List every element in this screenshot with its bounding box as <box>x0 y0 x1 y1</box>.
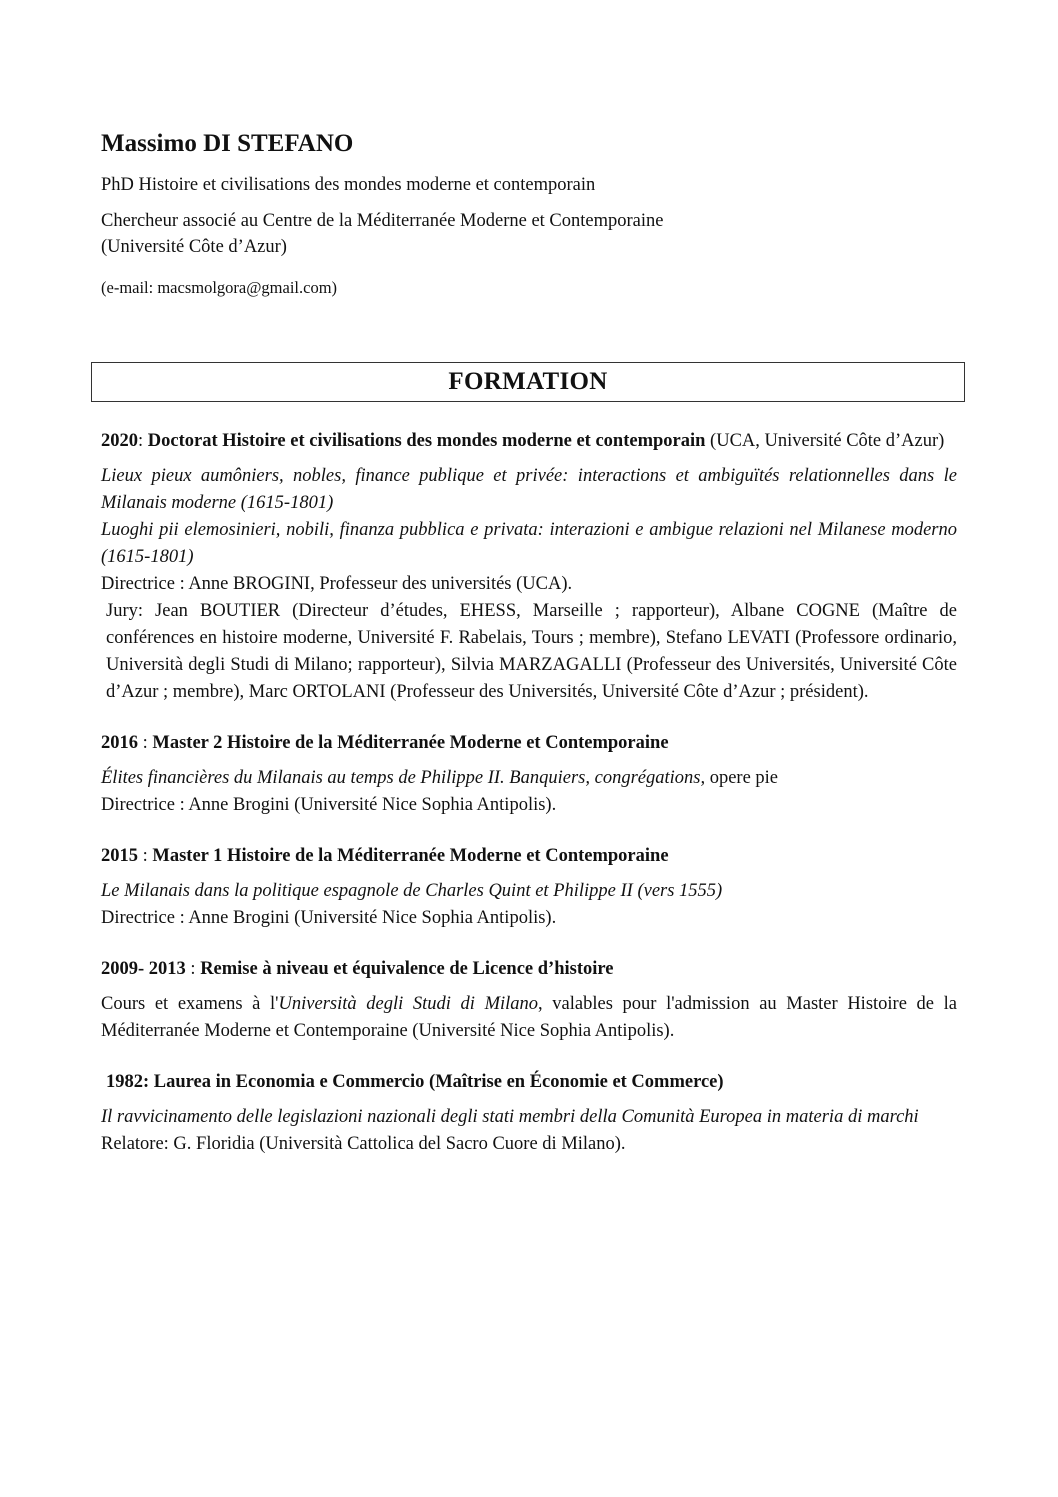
entry-separator: : <box>185 959 201 979</box>
entry-separator: : <box>138 846 153 866</box>
thesis-relatore: Relatore: G. Floridia (Università Cattolica del Sacro Cuore di Milano). <box>101 1134 626 1154</box>
affiliation-line-1: Chercheur associé au Centre de la Méditerranée Moderne et Contemporaine <box>101 211 664 231</box>
person-name: Massimo DI STEFANO <box>101 130 354 157</box>
entry-2020 <box>101 428 957 706</box>
entry-degree: Doctorat Histoire et civilisations des mondes moderne et contemporain <box>147 431 706 451</box>
section-heading-box <box>91 362 965 402</box>
entry-2009-2013 <box>101 956 957 1045</box>
entry-degree: Remise à niveau et équivalence de Licence d’histoire <box>200 959 614 979</box>
entry-heading <box>101 843 957 870</box>
description-post: , valables pour l'admission au Master Histoire de la Méditerranée Moderne et Contemporaine (Université Nice Sophia Antipolis). <box>101 994 957 1041</box>
affiliation-line-2: (Université Côte d’Azur) <box>101 237 287 257</box>
entry-heading <box>101 428 957 455</box>
formation-list <box>101 428 957 1174</box>
thesis-jury: Jury: Jean BOUTIER (Directeur d’études, EHESS, Marseille ; rapporteur), Albane COGNE (Maître de conférences en histoire moderne, Université F. Rabelais, Tours ; membre), Stefano LEVATI (Professore ordinario, Università degli Studi di Milano; rapporteur), Silvia MARZAGALLI (Professeur des Universités, Université Côte d’Azur ; membre), Marc ORTOLANI (Professeur des Universités, Université Côte d’Azur ; président). <box>106 601 957 702</box>
section-title: FORMATION <box>448 368 608 395</box>
description-pre: Cours et examens à l' <box>101 994 279 1014</box>
thesis-director: Directrice : Anne Brogini (Université Nice Sophia Antipolis). <box>101 795 557 815</box>
entry-2016 <box>101 730 957 819</box>
entry-2015 <box>101 843 957 932</box>
entry-year: 2015 <box>101 846 138 866</box>
entry-description <box>101 991 957 1045</box>
thesis-title: Le Milanais dans la politique espagnole de Charles Quint et Philippe II (vers 1555) <box>101 881 723 901</box>
entry-separator: : <box>138 733 153 753</box>
entry-institution: (UCA, Université Côte d’Azur) <box>705 431 945 451</box>
entry-heading-text: 1982: Laurea in Economia e Commercio (Maîtrise en Économie et Commerce) <box>106 1072 724 1092</box>
entry-year: 2016 <box>101 733 138 753</box>
entry-year: 2009- 2013 <box>101 959 186 979</box>
entry-year: 2020 <box>101 431 138 451</box>
person-title: PhD Histoire et civilisations des mondes moderne et contemporain <box>101 175 596 195</box>
thesis-title-it: Luoghi pii elemosinieri, nobili, finanza pubblica e privata: interazioni e ambigue relazioni nel Milanese moderno (1615-1801) <box>101 520 957 567</box>
thesis-title <box>101 765 957 792</box>
thesis-title-fr: Lieux pieux aumôniers, nobles, finance publique et privée: interactions et ambiguïtés relationnelles dans le Milanais moderne (1615-1801) <box>101 466 957 513</box>
thesis-title-rest: opere pie <box>705 768 779 788</box>
thesis-title: Il ravvicinamento delle legislazioni nazionali degli stati membri della Comunità Europea in materia di marchi <box>101 1107 919 1127</box>
description-italic: Università degli Studi di Milano <box>278 994 539 1014</box>
thesis-title-italic: Élites financières du Milanais au temps de Philippe II. Banquiers, congrégations, <box>101 768 706 788</box>
entry-1982 <box>101 1069 957 1158</box>
cv-header <box>101 130 957 298</box>
entry-heading <box>101 956 957 983</box>
entry-degree: Master 1 Histoire de la Méditerranée Moderne et Contemporaine <box>152 846 669 866</box>
thesis-director: Directrice : Anne Brogini (Université Nice Sophia Antipolis). <box>101 908 557 928</box>
entry-heading <box>101 730 957 757</box>
entry-degree: Master 2 Histoire de la Méditerranée Moderne et Contemporaine <box>152 733 669 753</box>
email: (e-mail: macsmolgora@gmail.com) <box>101 278 338 297</box>
thesis-director: Directrice : Anne BROGINI, Professeur des universités (UCA). <box>101 574 573 594</box>
entry-separator: : <box>138 431 148 451</box>
entry-heading <box>101 1069 957 1096</box>
